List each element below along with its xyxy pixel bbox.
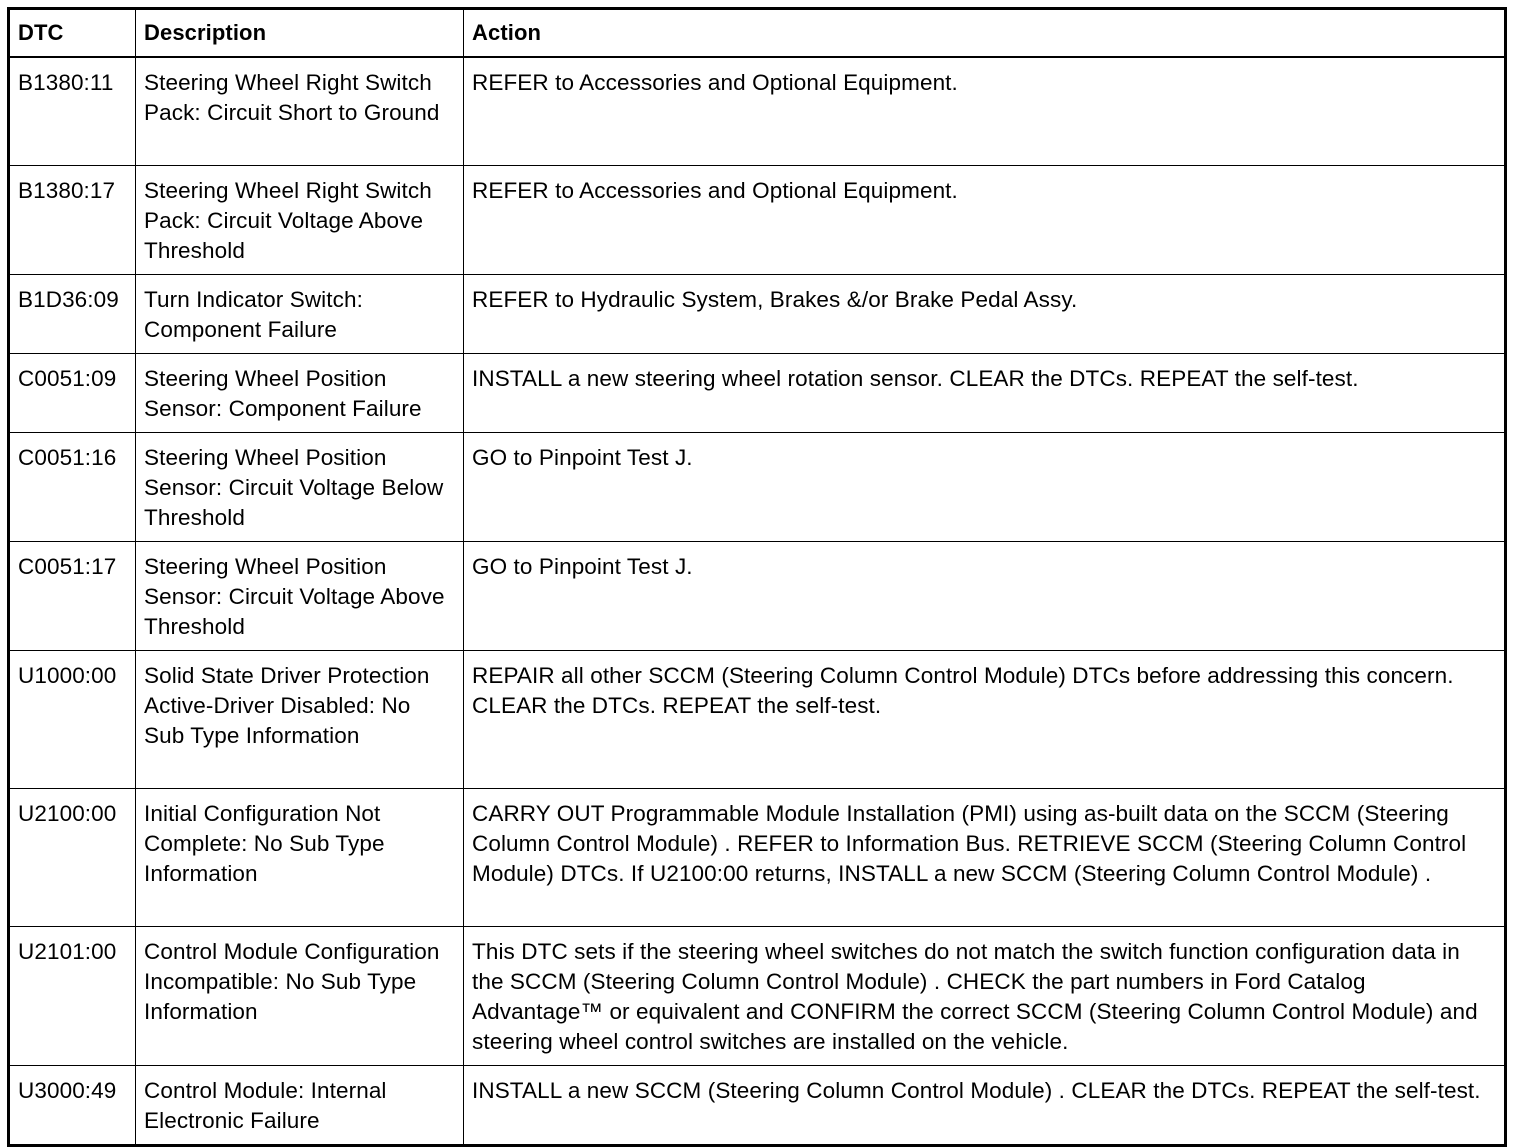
table-row	[9, 165, 1506, 274]
dtc-action: GO to Pinpoint Test J.	[464, 432, 1506, 541]
dtc-table	[7, 7, 1507, 1147]
dtc-description: Turn Indicator Switch: Component Failure	[136, 274, 464, 353]
dtc-code: B1D36:09	[9, 274, 136, 353]
table-row	[9, 353, 1506, 432]
dtc-code: C0051:17	[9, 541, 136, 650]
table-row	[9, 274, 1506, 353]
table-row	[9, 926, 1506, 1065]
dtc-description: Control Module: Internal Electronic Failure	[136, 1065, 464, 1145]
dtc-action: REPAIR all other SCCM (Steering Column Control Module) DTCs before addressing this concern. CLEAR the DTCs. REPEAT the self-test.	[464, 650, 1506, 788]
dtc-description: Steering Wheel Position Sensor: Component Failure	[136, 353, 464, 432]
header-action: Action	[464, 9, 1506, 58]
dtc-code: U2100:00	[9, 788, 136, 926]
dtc-action: CARRY OUT Programmable Module Installation (PMI) using as-built data on the SCCM (Steering Column Control Module) . REFER to Information Bus. RETRIEVE SCCM (Steering Column Control Module) DTCs. If U2100:00 returns, INSTALL a new SCCM (Steering Column Control Module) .	[464, 788, 1506, 926]
dtc-code: C0051:09	[9, 353, 136, 432]
dtc-code: C0051:16	[9, 432, 136, 541]
header-description: Description	[136, 9, 464, 58]
table-row	[9, 1065, 1506, 1145]
dtc-code: B1380:11	[9, 57, 136, 165]
dtc-code: U2101:00	[9, 926, 136, 1065]
table-row	[9, 432, 1506, 541]
dtc-action: REFER to Accessories and Optional Equipment.	[464, 57, 1506, 165]
dtc-code: U3000:49	[9, 1065, 136, 1145]
header-dtc: DTC	[9, 9, 136, 58]
table-header-row	[9, 9, 1506, 58]
dtc-description: Steering Wheel Position Sensor: Circuit Voltage Below Threshold	[136, 432, 464, 541]
dtc-action: GO to Pinpoint Test J.	[464, 541, 1506, 650]
dtc-code: U1000:00	[9, 650, 136, 788]
table-row	[9, 541, 1506, 650]
table-row	[9, 788, 1506, 926]
dtc-description: Initial Configuration Not Complete: No Sub Type Information	[136, 788, 464, 926]
dtc-action: INSTALL a new SCCM (Steering Column Control Module) . CLEAR the DTCs. REPEAT the self-test.	[464, 1065, 1506, 1145]
dtc-action: REFER to Accessories and Optional Equipment.	[464, 165, 1506, 274]
dtc-action: This DTC sets if the steering wheel switches do not match the switch function configuration data in the SCCM (Steering Column Control Module) . CHECK the part numbers in Ford Catalog Advantage™ or equivalent and CONFIRM the correct SCCM (Steering Column Control Module) and steering wheel control switches are installed on the vehicle.	[464, 926, 1506, 1065]
dtc-action: REFER to Hydraulic System, Brakes &/or Brake Pedal Assy.	[464, 274, 1506, 353]
dtc-description: Steering Wheel Position Sensor: Circuit Voltage Above Threshold	[136, 541, 464, 650]
dtc-description: Solid State Driver Protection Active-Driver Disabled: No Sub Type Information	[136, 650, 464, 788]
dtc-action: INSTALL a new steering wheel rotation sensor. CLEAR the DTCs. REPEAT the self-test.	[464, 353, 1506, 432]
dtc-code: B1380:17	[9, 165, 136, 274]
table-row	[9, 650, 1506, 788]
table-row	[9, 57, 1506, 165]
dtc-description: Steering Wheel Right Switch Pack: Circuit Voltage Above Threshold	[136, 165, 464, 274]
dtc-description: Steering Wheel Right Switch Pack: Circuit Short to Ground	[136, 57, 464, 165]
dtc-description: Control Module Configuration Incompatible: No Sub Type Information	[136, 926, 464, 1065]
